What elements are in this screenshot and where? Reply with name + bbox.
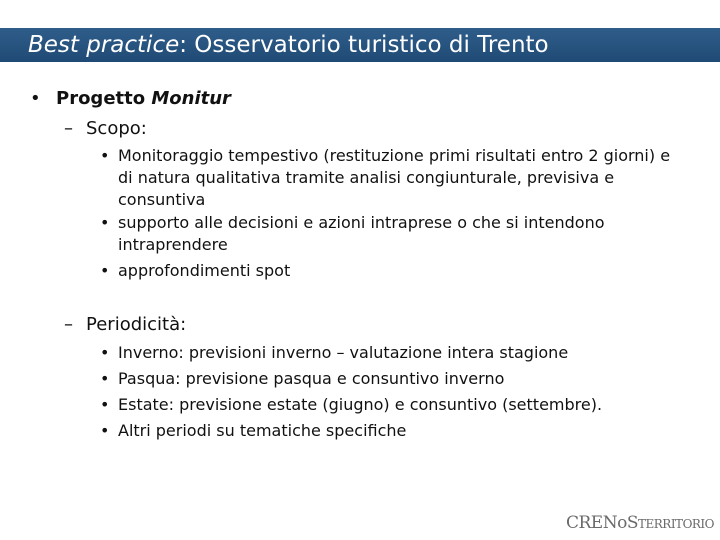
- period-label: Periodicità:: [86, 314, 187, 335]
- scope-heading: [64, 118, 147, 139]
- period-heading: [64, 314, 186, 335]
- scope-item-text: approfondimenti spot: [118, 261, 291, 280]
- bullet-dot-icon: •: [30, 88, 41, 109]
- dash-icon: –: [64, 314, 73, 335]
- period-item-text: Estate: previsione estate (giugno) e consuntivo (settembre).: [118, 395, 603, 414]
- bullet-dot-icon: •: [100, 421, 110, 440]
- scope-item-text: supporto alle decisioni e azioni intraprese o che si intendono intraprendere: [118, 213, 605, 254]
- logo-text-b: TERRITORIO: [637, 517, 715, 531]
- dash-icon: –: [64, 118, 73, 139]
- project-name: Monitur: [151, 88, 231, 109]
- project-prefix: Progetto: [56, 88, 152, 109]
- period-item-text: Pasqua: previsione pasqua e consuntivo inverno: [118, 369, 505, 388]
- scope-item-text: Monitoraggio tempestivo (restituzione primi risultati entro 2 giorni) e di natura qualitativa tramite analisi congiunturale, previsiva e consuntiva: [118, 146, 671, 209]
- period-item-text: Altri periodi su tematiche specifiche: [118, 421, 407, 440]
- logo-text-a: CRENoS: [566, 513, 638, 533]
- bullet-dot-icon: •: [100, 213, 110, 232]
- bullet-dot-icon: •: [100, 395, 110, 414]
- bullet-dot-icon: •: [100, 261, 110, 280]
- crenos-logo: [566, 513, 714, 533]
- period-item-text: Inverno: previsioni inverno – valutazione intera stagione: [118, 343, 569, 362]
- bullet-dot-icon: •: [100, 146, 110, 165]
- scope-label: Scopo:: [86, 118, 147, 139]
- bullet-dot-icon: •: [100, 369, 110, 388]
- title-rest: : Osservatorio turistico di Trento: [179, 32, 549, 58]
- title-emphasis: Best practice: [28, 32, 180, 58]
- bullet-dot-icon: •: [100, 343, 110, 362]
- project-title: [56, 88, 231, 109]
